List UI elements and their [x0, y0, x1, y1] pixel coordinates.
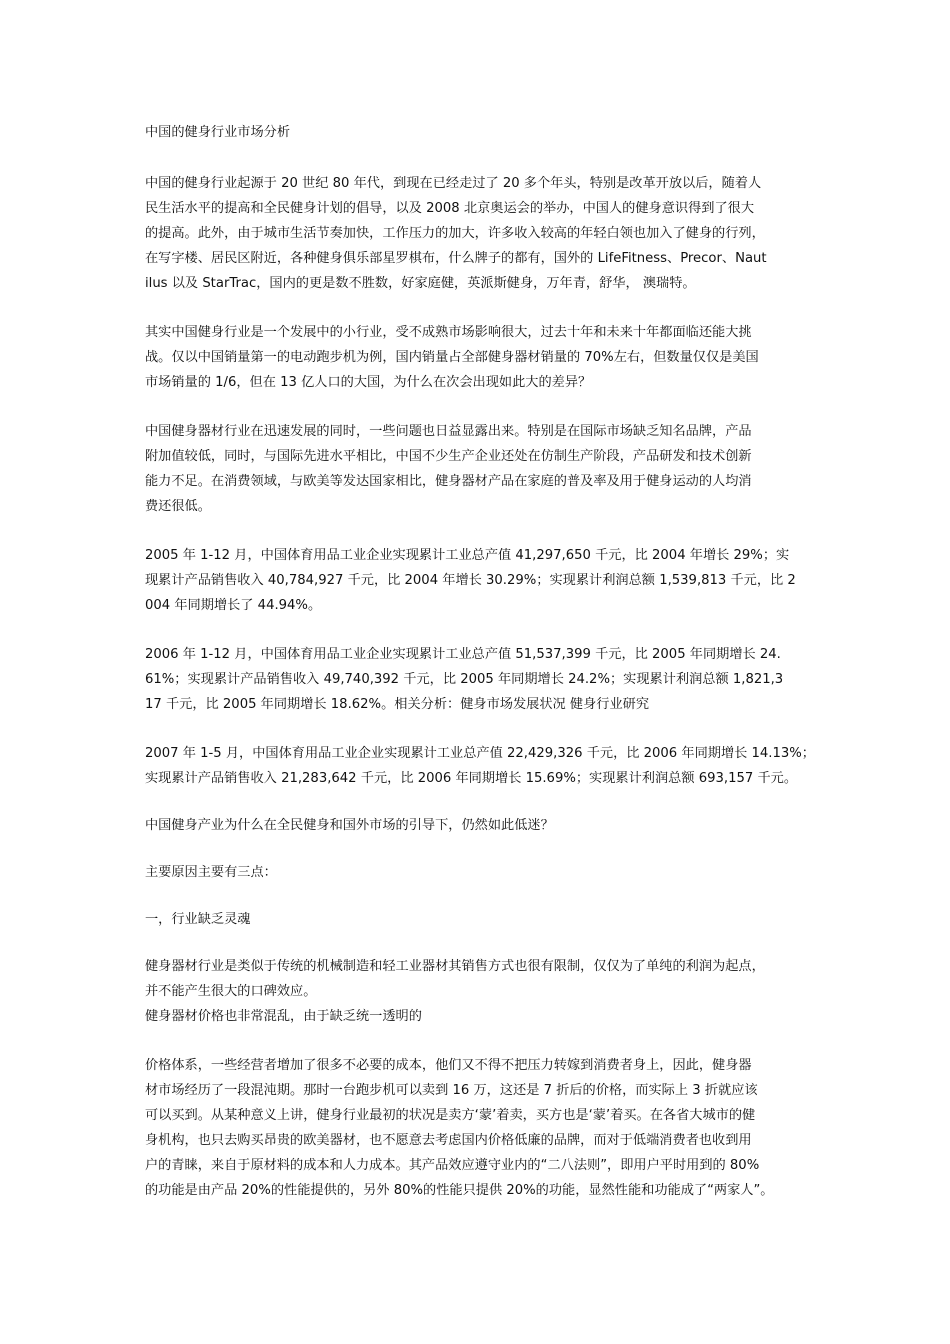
- document-content: [145, 120, 815, 1203]
- paragraph-sales-method: [145, 954, 808, 1029]
- paragraph-line: 在写字楼、居民区附近，各种健身俱乐部星罗棋布，什么牌子的都有，国外的 LifeFitness、Precor、Naut: [145, 251, 767, 266]
- paragraph-line: 中国的健身行业起源于 20 世纪 80 年代，到现在已经走过了 20 多个年头，特别是改革开放以后，随着人: [145, 176, 762, 191]
- paragraph-line: 2005 年 1-12 月，中国体育用品工业企业实现累计工业总产值 41,297,650 千元，比 2004 年增长 29%；实: [145, 548, 790, 563]
- paragraph-industry-problems: [145, 419, 808, 519]
- paragraph-question: [145, 813, 808, 838]
- paragraph-line: ilus 以及 StarTrac，国内的更是数不胜数，好家庭健，英派斯健身，万年青，舒华， 澳瑞特。: [145, 276, 696, 291]
- document-title: 中国的健身行业市场分析: [145, 125, 291, 140]
- paragraph-price-system: [145, 1053, 808, 1203]
- paragraph-stats-2006: [145, 642, 808, 717]
- paragraph-line: 实现累计产品销售收入 21,283,642 千元，比 2006 年同期增长 15.69%；实现累计利润总额 693,157 千元。: [145, 771, 798, 786]
- paragraph-line: 2007 年 1-5 月，中国体育用品工业企业实现累计工业总产值 22,429,326 千元，比 2006 年同期增长 14.13%；: [145, 746, 815, 761]
- paragraph-line: 健身器材行业是类似于传统的机械制造和轻工业器材其销售方式也很有限制，仅仅为了单纯的利润为起点，: [145, 959, 765, 974]
- paragraph-line: 材市场经历了一段混沌期。那时一台跑步机可以卖到 16 万，这还是 7 折后的价格，而实际上 3 折就应该: [145, 1083, 758, 1098]
- section-heading: 一，行业缺乏灵魂: [145, 912, 251, 927]
- paragraph-line: 的提高。此外，由于城市生活节奏加快，工作压力的加大，许多收入较高的年轻白领也加入了健身的行列，: [145, 226, 765, 241]
- paragraph-line: 战。仅以中国销量第一的电动跑步机为例，国内销量占全部健身器材销量的 70%左右，但数量仅仅是美国: [145, 350, 759, 365]
- paragraph-line: 价格体系，一些经营者增加了很多不必要的成本，他们又不得不把压力转嫁到消费者身上，因此，健身器: [145, 1058, 752, 1073]
- paragraph-line: 可以买到。从某种意义上讲，健身行业最初的状况是卖方‘蒙’着卖，买方也是‘蒙’着买。在各省大城市的健: [145, 1108, 756, 1123]
- paragraph-stats-2007: [145, 741, 815, 791]
- paragraph-line: 主要原因主要有三点：: [145, 865, 277, 880]
- paragraph-line: 附加值较低，同时，与国际先进水平相比，中国不少生产企业还处在仿制生产阶段，产品研发和技术创新: [145, 449, 752, 464]
- paragraph-line: 户的青睐，来自于原材料的成本和人力成本。其产品效应遵守业内的“二八法则”，即用户平时用到的 80%: [145, 1158, 760, 1173]
- paragraph-line: 市场销量的 1/6，但在 13 亿人口的大国，为什么在次会出现如此大的差异？: [145, 375, 592, 390]
- paragraph-reasons-heading: [145, 860, 808, 885]
- paragraph-market-size: [145, 320, 808, 395]
- paragraph-line: 的功能是由产品 20%的性能提供的，另外 80%的性能只提供 20%的功能，显然性能和功能成了“两家人”。: [145, 1183, 774, 1198]
- paragraph-line: 身机构，也只去购买昂贵的欧美器材，也不愿意去考虑国内价格低廉的品牌，而对于低端消费者也收到用: [145, 1133, 752, 1148]
- paragraph-line: 中国健身器材行业在迅速发展的同时，一些问题也日益显露出来。特别是在国际市场缺乏知名品牌，产品: [145, 424, 752, 439]
- paragraph-line: 中国健身产业为什么在全民健身和国外市场的引导下，仍然如此低迷？: [145, 818, 554, 833]
- paragraph-line: 能力不足。在消费领域，与欧美等发达国家相比，健身器材产品在家庭的普及率及用于健身运动的人均消: [145, 474, 752, 489]
- section-heading-one: [145, 907, 808, 932]
- paragraph-intro: [145, 171, 808, 296]
- paragraph-line: 费还很低。: [145, 499, 211, 514]
- paragraph-line: 其实中国健身行业是一个发展中的小行业，受不成熟市场影响很大，过去十年和未来十年都面临还能大挑: [145, 325, 752, 340]
- paragraph-line: 民生活水平的提高和全民健身计划的倡导，以及 2008 北京奥运会的举办，中国人的健身意识得到了很大: [145, 201, 755, 216]
- paragraph-line: 61%；实现累计产品销售收入 49,740,392 千元，比 2005 年同期增长 24.2%；实现累计利润总额 1,821,3: [145, 672, 784, 687]
- paragraph-line: 17 千元，比 2005 年同期增长 18.62%。相关分析：健身市场发展状况 健身行业研究: [145, 697, 650, 712]
- paragraph-line: 现累计产品销售收入 40,784,927 千元，比 2004 年增长 30.29%；实现累计利润总额 1,539,813 千元，比 2: [145, 573, 796, 588]
- paragraph-line: 并不能产生很大的口碑效应。: [145, 984, 317, 999]
- paragraph-stats-2005: [145, 543, 808, 618]
- paragraph-line: 健身器材价格也非常混乱，由于缺乏统一透明的: [145, 1009, 422, 1024]
- paragraph-line: 2006 年 1-12 月，中国体育用品工业企业实现累计工业总产值 51,537,399 千元，比 2005 年同期增长 24.: [145, 647, 781, 662]
- paragraph-line: 004 年同期增长了 44.94%。: [145, 598, 322, 613]
